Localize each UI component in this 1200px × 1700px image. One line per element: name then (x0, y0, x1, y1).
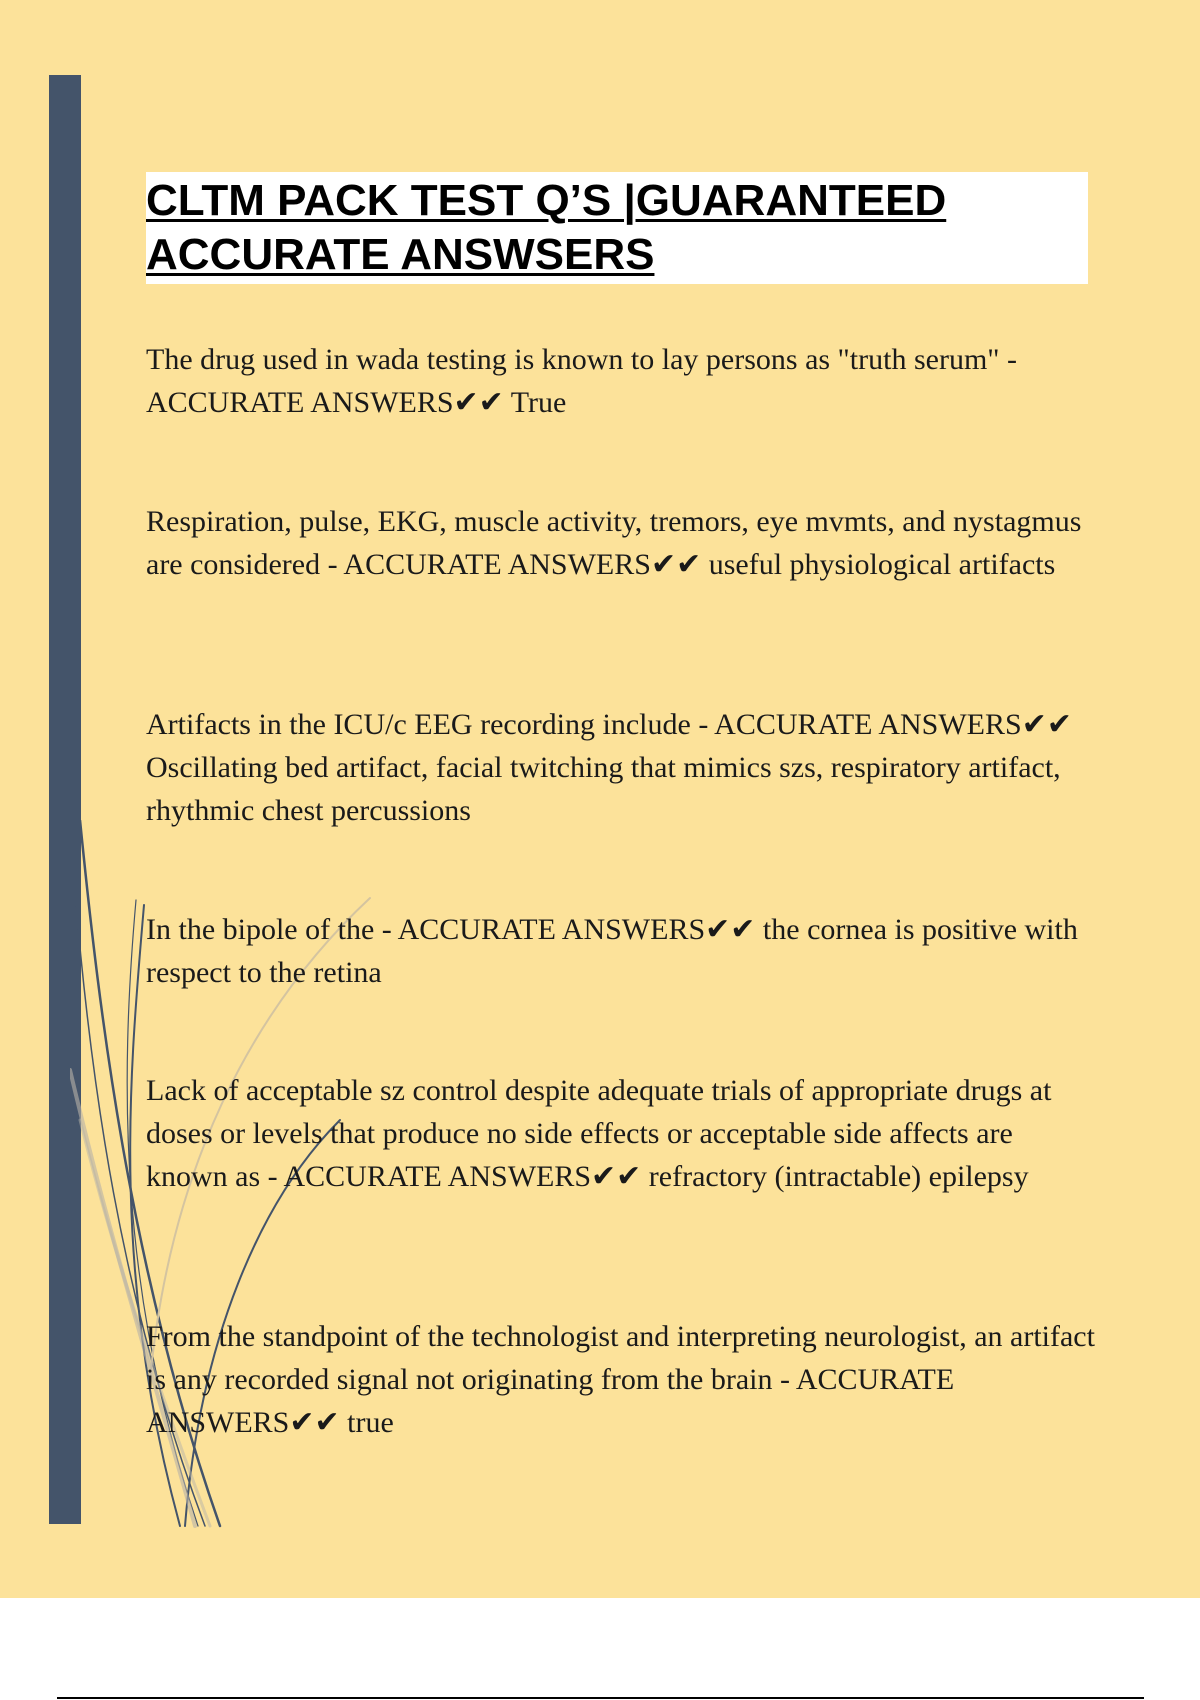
footer-rule (57, 1697, 1144, 1699)
qa-item: From the standpoint of the technologist and interpreting neurologist, an artifact is any recorded signal not originating from the brain - ACCURATE ANSWERS✔✔ true (146, 1320, 1095, 1439)
qa-item: Respiration, pulse, EKG, muscle activity, tremors, eye mvmts, and nystagmus are considered - ACCURATE ANSWERS✔✔ useful physiological artifacts (146, 505, 1082, 581)
qa-item: Artifacts in the ICU/c EEG recording include - ACCURATE ANSWERS✔✔ Oscillating bed artifact, facial twitching that mimics szs, respiratory artifact, rhythmic chest percussions (146, 708, 1072, 827)
sidebar-bar (49, 75, 81, 1524)
qa-item: In the bipole of the - ACCURATE ANSWERS✔✔ the cornea is positive with respect to the retina (146, 913, 1078, 989)
page-title: CLTM PACK TEST Q’S |GUARANTEED ACCURATE ANSWSERS (146, 176, 947, 279)
qa-item: The drug used in wada testing is known to lay persons as "truth serum" - ACCURATE ANSWERS✔✔ True (146, 343, 1018, 419)
qa-item: Lack of acceptable sz control despite adequate trials of appropriate drugs at doses or levels that produce no side effects or acceptable side affects are known as - ACCURATE ANSWERS✔✔ refractory (intractable) epilepsy (146, 1074, 1052, 1193)
